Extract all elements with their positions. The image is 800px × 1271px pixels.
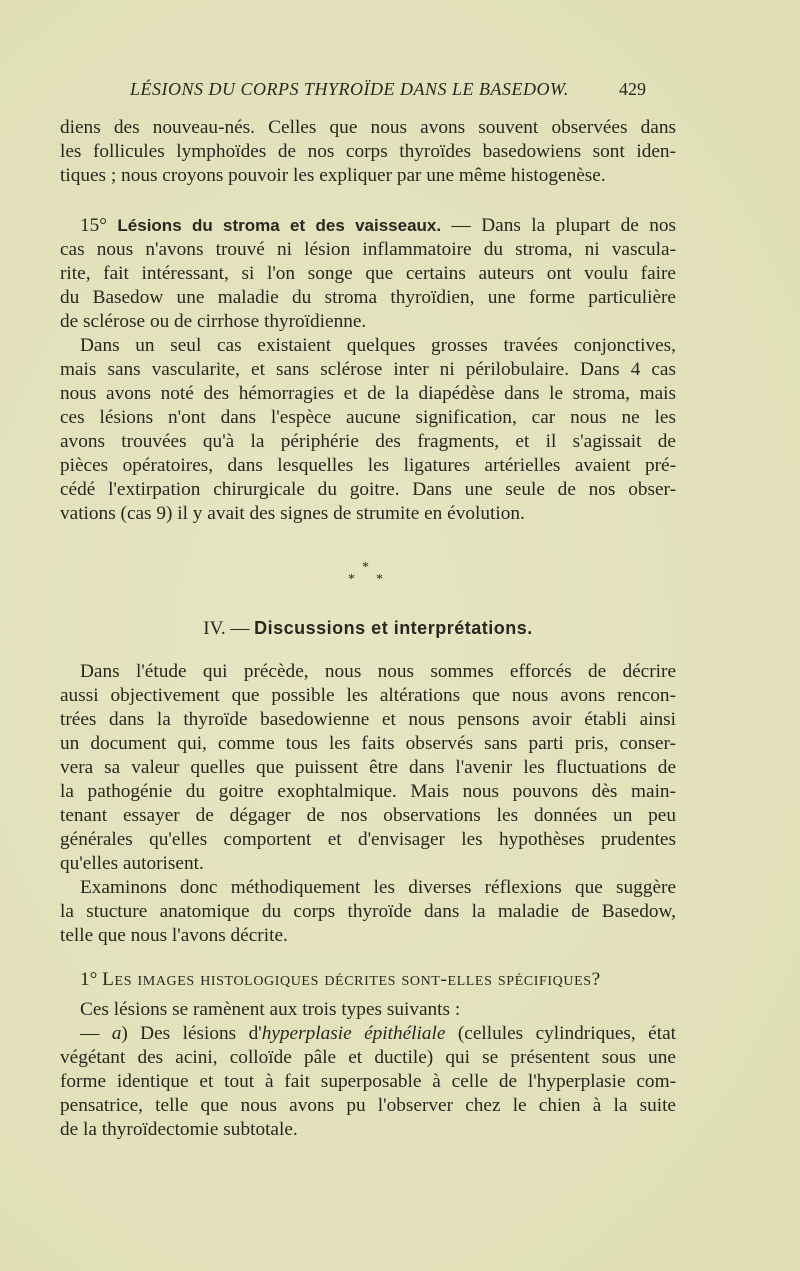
text-line: de sclérose ou de cirrhose thyroïdienne. (60, 311, 367, 332)
text-line: diens des nouveau-nés. Celles que nous avons souvent observées dans (60, 117, 676, 138)
text-line: Ces lésions se ramènent aux trois types suivants : (80, 999, 461, 1020)
section-number: IV. — (203, 618, 255, 639)
text-line: aussi objectivement que possible les altérations que nous avons rencon- (60, 685, 676, 706)
text-run: ) Des lésions d' (121, 1023, 262, 1044)
asterisk: * (362, 560, 369, 575)
text-line: vera sa valeur quelles que puissent être dans l'avenir les fluctuations de (60, 757, 676, 778)
text-line: qu'elles autorisent. (60, 853, 204, 874)
text-line: telle que nous l'avons décrite. (60, 925, 288, 946)
text-line: tiques ; nous croyons pouvoir les expliquer par une même histogenèse. (60, 165, 606, 186)
text-line: Examinons donc méthodiquement les diverses réflexions que suggère (80, 877, 676, 898)
text-line: pensatrice, telle que nous avons pu l'observer chez le chien à la suite (60, 1095, 676, 1116)
running-title: LÉSIONS DU CORPS THYROÏDE DANS LE BASEDOW. (130, 79, 569, 99)
text-line: vations (cas 9) il y avait des signes de strumite en évolution. (60, 503, 525, 524)
text-line (60, 968, 676, 992)
text-line: mais sans vascularite, et sans sclérose inter ni périlobulaire. Dans 4 cas (60, 359, 676, 380)
text-line: générales qu'elles comportent et d'envisager les hypothèses prudentes (60, 829, 676, 850)
text-line: cas nous n'avons trouvé ni lésion inflammatoire du stroma, ni vascula- (60, 239, 676, 260)
text-run: — (80, 1023, 112, 1044)
text-line: ces lésions n'ont dans l'espèce aucune signification, car nous ne les (60, 407, 676, 428)
text-line: pièces opératoires, dans lesquelles les ligatures artérielles avaient pré- (60, 455, 676, 476)
text-line: la pathogénie du goitre exophtalmique. Mais nous pouvons dès main- (60, 781, 676, 802)
running-header (130, 77, 646, 101)
text-line: un document qui, comme tous les faits observés sans parti pris, conser- (60, 733, 676, 754)
italic-run: hyperplasie épithéliale (261, 1023, 446, 1044)
page-number: 429 (619, 79, 646, 99)
text-line: avons trouvées qu'à la périphérie des fragments, et il s'agissait de (60, 431, 676, 452)
text-line: végétant des acini, colloïde pâle et ductile) qui se présentent sous une (60, 1047, 676, 1068)
text-line: de la thyroïdectomie subtotale. (60, 1119, 298, 1140)
text-line: Dans l'étude qui précède, nous nous sommes efforcés de décrire (80, 661, 676, 682)
text-line: Dans un seul cas existaient quelques grosses travées conjonctives, (80, 335, 676, 356)
paragraph-discussion (60, 660, 676, 948)
asterism-ornament (340, 560, 400, 590)
text-line: rite, fait intéressant, si l'on songe que certains auteurs ont voulu faire (60, 263, 676, 284)
paragraph-lesion-types (60, 998, 676, 1142)
text-line (60, 1022, 676, 1046)
text-line: forme identique et tout à fait superposable à celle de l'hyperplasie com- (60, 1071, 676, 1092)
text-line: du Basedow une maladie du stroma thyroïdien, une forme particulière (60, 287, 676, 308)
text-line (60, 214, 676, 238)
text-run: 15° (80, 215, 118, 236)
section-heading (60, 616, 676, 640)
text-line: nous avons noté des hémorragies et de la diapédèse dans le stroma, mais (60, 383, 676, 404)
text-line: la stucture anatomique du corps thyroïde dans la maladie de Basedow, (60, 901, 676, 922)
text-run: 1° (80, 969, 103, 990)
asterisk: * (348, 572, 355, 587)
text-run: (cellules cylindriques, état (445, 1023, 676, 1044)
text-line: tenant essayer de dégager de nos observations les données un peu (60, 805, 676, 826)
paragraph-stroma-lesions (60, 214, 676, 526)
section-title: Discussions et interprétations. (254, 618, 533, 638)
text-line: trées dans la thyroïde basedowienne et nous pensons avoir établi ainsi (60, 709, 676, 730)
bold-heading-run: Lésions du stroma et des vaisseaux. (117, 216, 442, 235)
text-line: les follicules lymphoïdes de nos corps thyroïdes basedowiens sont iden- (60, 141, 676, 162)
asterisk: * (376, 572, 383, 587)
italic-run: a (111, 1023, 122, 1044)
text-run: — Dans la plupart de nos (441, 215, 676, 236)
small-caps-run: Les images histologiques décrites sont-elles spécifiques? (102, 969, 601, 990)
text-line: cédé l'extirpation chirurgicale du goitre. Dans une seule de nos obser- (60, 479, 676, 500)
subsection-heading (60, 968, 676, 992)
paragraph-lymphoid-follicles (60, 116, 676, 188)
